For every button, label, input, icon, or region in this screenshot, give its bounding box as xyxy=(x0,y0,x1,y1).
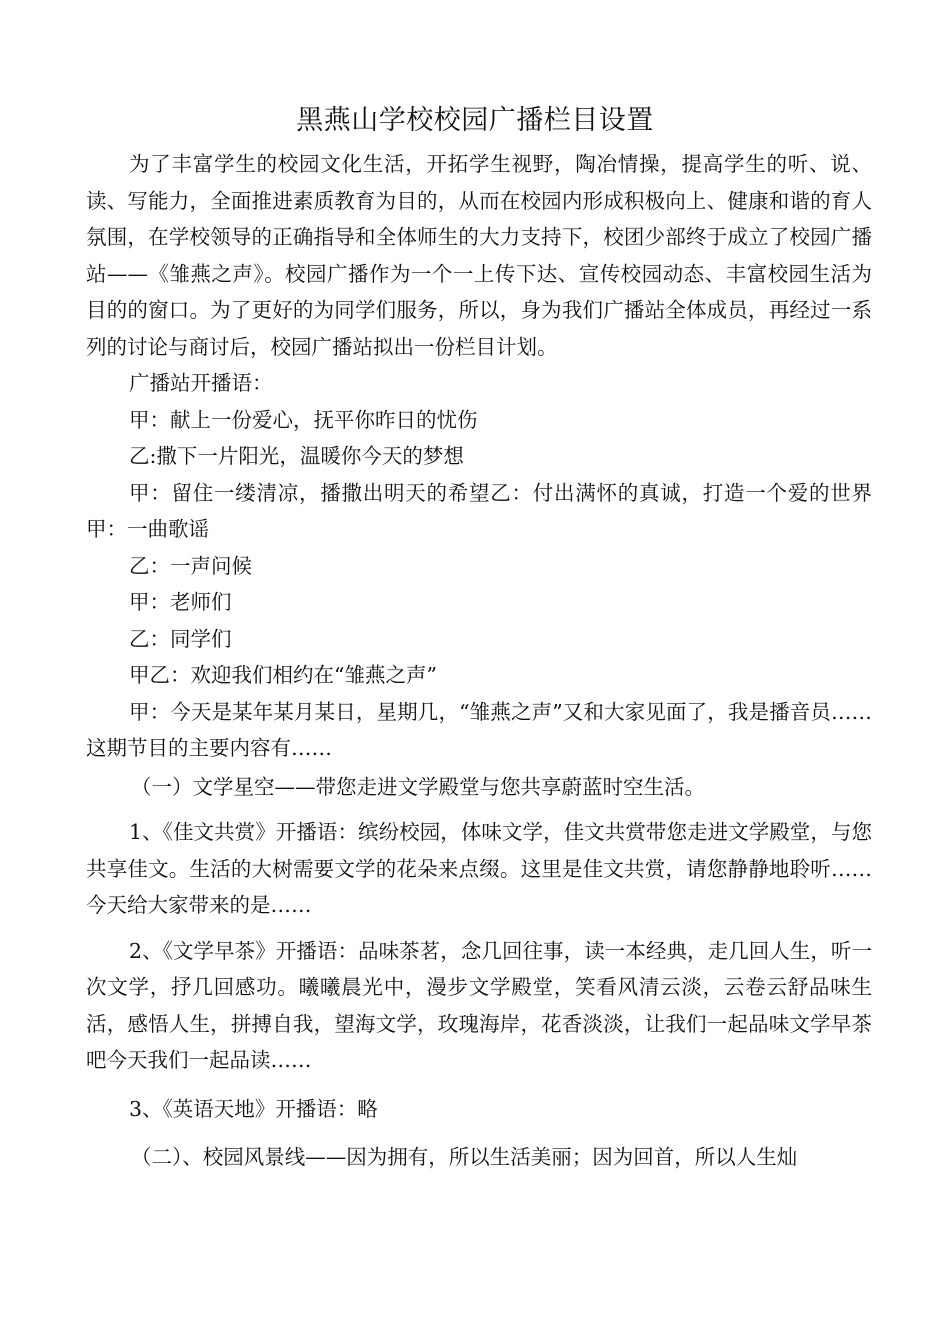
dialogue-line: 甲：留住一缕清凉，播撒出明天的希望乙：付出满怀的真诚，打造一个爱的世界甲：一曲歌谣 xyxy=(86,480,872,541)
dialogue-line: 甲：献上一份爱心，抚平你昨日的忧伤 xyxy=(129,407,478,432)
document-body xyxy=(86,146,872,1176)
dialogue-line: 乙:撒下一片阳光，温暖你今天的梦想 xyxy=(129,444,464,468)
document-title: 黑燕山学校校园广播栏目设置 xyxy=(296,105,654,136)
program-item-2: 2、《文学早茶》开播语：品味茶茗，念几回往事，读一本经典，走几回人生，听一次文学，抒几回感功。曦曦晨光中，漫步文学殿堂，笑看风清云淡，云卷云舒品味生活，感悟人生，拼搏自我，望海文学，玫瑰海岸，花香淡淡，让我们一起品味文学早茶吧今天我们一起品读…… xyxy=(86,938,872,1072)
dialogue-line: 甲：老师们 xyxy=(129,590,232,614)
dialogue-line: 乙：同学们 xyxy=(129,626,232,651)
opening-heading: 广播站开播语： xyxy=(129,371,273,395)
dialogue-line: 甲乙：欢迎我们相约在“雏燕之声” xyxy=(129,663,437,687)
dialogue-line: 乙：一声问候 xyxy=(129,553,252,578)
intro-paragraph: 为了丰富学生的校园文化生活，开拓学生视野，陶冶情操，提高学生的听、说、读、写能力，全面推进素质教育为目的，从而在校园内形成积极向上、健康和谐的育人氛围，在学校领导的正确指导和全体师生的大力支持下，校团少部终于成立了校园广播站——《雏燕之声》。校园广播作为一个一上传下达、宣传校园动态、丰富校园生活为目的的窗口。为了更好的为同学们服务，所以，身为我们广播站全体成员，再经过一系列的讨论与商讨后，校园广播站拟出一份栏目计划。 xyxy=(86,152,872,359)
dialogue-line: 甲：今天是某年某月某日，星期几，“雏燕之声”又和大家见面了，我是播音员……这期节目的主要内容有…… xyxy=(86,699,872,760)
section-heading-campus: （二）、校园风景线——因为拥有，所以生活美丽；因为回首，所以人生灿 xyxy=(131,1145,798,1169)
section-heading-literature: （一）文学星空——带您走进文学殿堂与您共享蔚蓝时空生活。 xyxy=(131,774,705,799)
program-item-1: 1、《佳文共赏》开播语：缤纷校园，体味文学，佳文共赏带您走进文学殿堂，与您共享佳文。生活的大树需要文学的花朵来点缀。这里是佳文共赏，请您静静地聆听……今天给大家带来的是…… xyxy=(86,820,872,917)
program-item-3: 3、《英语天地》开播语：略 xyxy=(129,1096,378,1121)
